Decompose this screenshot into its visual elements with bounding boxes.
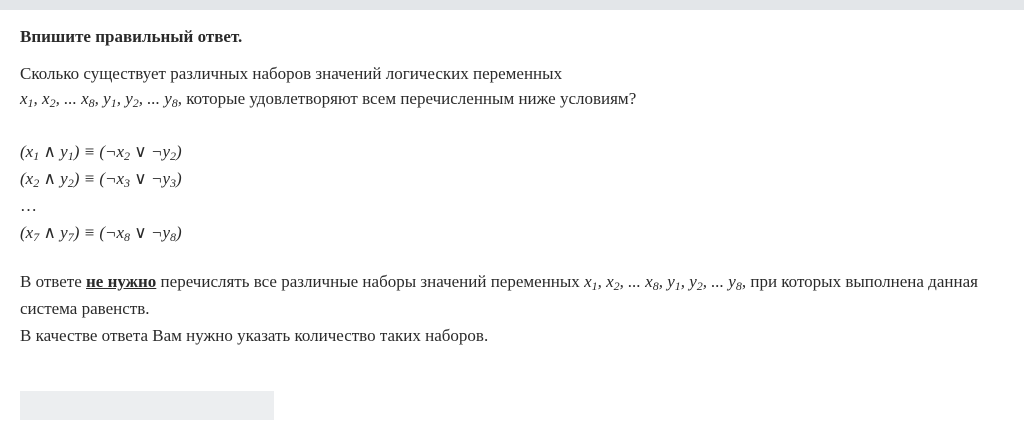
note-suffix: , при которых выполнена данная система равенств. xyxy=(20,272,978,318)
task-content xyxy=(20,24,1010,349)
condition-2: ($x_2$ ∧ $y_2$) ≡ ($\neg x_3$ ∨ $\neg y_3$) xyxy=(20,169,182,190)
note-line-1 xyxy=(20,268,1010,322)
note-line-2: В качестве ответа Вам нужно указать количество таких наборов. xyxy=(20,326,489,345)
condition-1: ($x_1$ ∧ $y_1$) ≡ ($\neg x_2$ ∨ $\neg y_2$) xyxy=(20,142,182,163)
question-line-2 xyxy=(20,86,1010,111)
note-emphasis: не нужно xyxy=(86,272,157,291)
question-line-1: Сколько существует различных наборов значений логических переменных xyxy=(20,64,563,83)
answer-input[interactable] xyxy=(20,391,274,420)
condition-7: ($x_7$ ∧ $y_7$) ≡ ($\neg x_8$ ∨ $\neg y_8$) xyxy=(20,223,182,244)
question-variables: $x_1$, $x_2$, ... $x_8$, $y_1$, $y_2$, ... $y_8$ xyxy=(20,89,178,110)
note-middle: перечислять все различные наборы значений переменных xyxy=(156,272,585,291)
condition-ellipsis: … xyxy=(20,196,37,215)
conditions-system xyxy=(20,138,1010,246)
task-instruction: Впишите правильный ответ. xyxy=(20,27,243,46)
top-bar xyxy=(0,0,1024,10)
question-text xyxy=(20,61,1010,111)
note-variables: $x_1$, $x_2$, ... $x_8$, $y_1$, $y_2$, ... $y_8$ xyxy=(584,272,742,293)
note-prefix: В ответе xyxy=(20,272,86,291)
question-tail: , которые удовлетворяют всем перечисленным ниже условиям? xyxy=(177,89,637,108)
answer-note xyxy=(20,268,1010,349)
